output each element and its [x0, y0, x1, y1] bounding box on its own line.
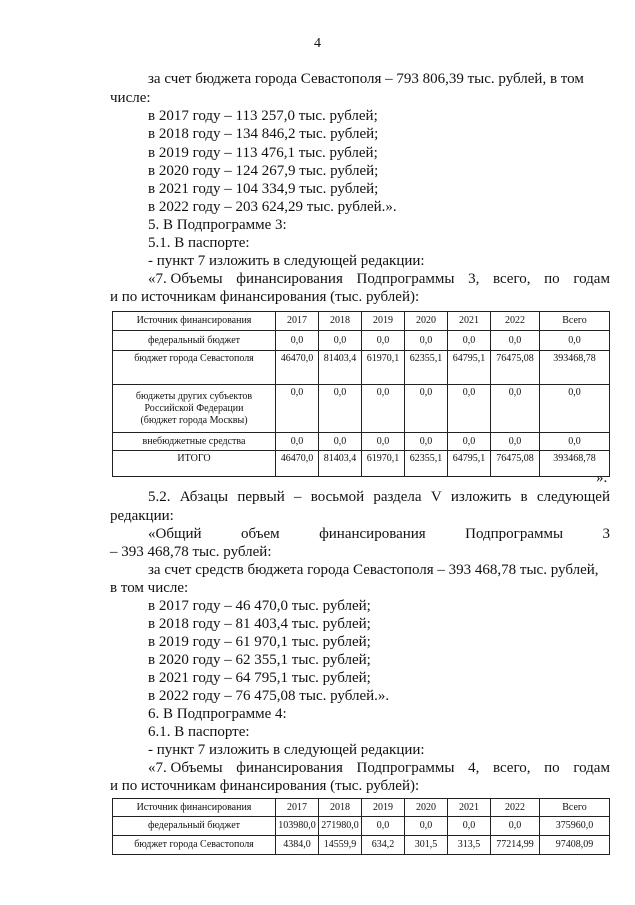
- value-cell: 0,0: [319, 331, 362, 351]
- value-cell: 0,0: [405, 331, 448, 351]
- item-instruction: - пункт 7 изложить в следующей редакции:: [148, 742, 425, 758]
- header-cell: 2022: [491, 312, 540, 331]
- header-cell: 2017: [276, 312, 319, 331]
- word: восьмой: [310, 489, 365, 505]
- word: годам: [573, 760, 610, 776]
- word: Абзацы: [179, 489, 229, 505]
- value-cell: 0,0: [491, 331, 540, 351]
- value-cell: 61970,1: [362, 451, 405, 477]
- year-line: в 2022 году – 76 475,08 тыс. рублей.».: [148, 688, 390, 704]
- header-cell: 2021: [448, 799, 491, 817]
- word: по: [544, 760, 560, 776]
- value-cell: 64795,1: [448, 451, 491, 477]
- word: первый: [237, 489, 285, 505]
- value-cell: 0,0: [405, 385, 448, 433]
- year-line: в 2020 году – 62 355,1 тыс. рублей;: [148, 652, 371, 668]
- value-cell: 634,2: [362, 836, 405, 855]
- source-cell: бюджет города Севастополя: [113, 836, 276, 855]
- value-cell: 271980,0: [319, 817, 362, 836]
- value-cell: 46470,0: [276, 451, 319, 477]
- value-cell: 313,5: [448, 836, 491, 855]
- budget-continuation: числе:: [110, 90, 151, 106]
- value-cell: 0,0: [448, 385, 491, 433]
- value-cell: 4384,0: [276, 836, 319, 855]
- item-instruction: - пункт 7 изложить в следующей редакции:: [148, 253, 425, 269]
- table-header-row: [113, 312, 610, 331]
- word: Подпрограммы: [465, 526, 564, 542]
- table-total-row: [113, 451, 610, 477]
- subprogram-heading: 5. В Подпрограмме 3:: [148, 217, 287, 233]
- value-cell: 62355,1: [405, 451, 448, 477]
- header-cell: 2018: [319, 799, 362, 817]
- source-cell: ИТОГО: [113, 451, 276, 477]
- source-line: (бюджет города Москвы): [140, 414, 248, 426]
- value-cell: 81403,4: [319, 451, 362, 477]
- word: 5.2.: [148, 489, 171, 505]
- para52-line5: за счет средств бюджета города Севастополя – 393 468,78 тыс. рублей,: [148, 562, 599, 578]
- value-cell: 301,5: [405, 836, 448, 855]
- item7-line: [148, 270, 610, 288]
- word: Подпрограммы: [356, 271, 455, 287]
- word: 3: [602, 526, 610, 542]
- year-line: в 2018 году – 134 846,2 тыс. рублей;: [148, 126, 379, 142]
- value-cell: 0,0: [491, 385, 540, 433]
- value-cell: 393468,78: [540, 351, 610, 385]
- year-line: в 2017 году – 113 257,0 тыс. рублей;: [148, 108, 378, 124]
- value-cell: 0,0: [405, 817, 448, 836]
- word: –: [293, 489, 302, 505]
- source-cell: бюджет города Севастополя: [113, 351, 276, 385]
- year-line: в 2019 году – 61 970,1 тыс. рублей;: [148, 634, 371, 650]
- passport-heading: 6.1. В паспорте:: [148, 724, 250, 740]
- header-cell: 2019: [362, 799, 405, 817]
- word: Подпрограммы: [356, 760, 455, 776]
- source-cell: [113, 385, 276, 433]
- para52-line1: [148, 488, 610, 506]
- value-cell: 0,0: [448, 433, 491, 451]
- budget-text: за счет бюджета города Севастополя – 793 806,39 тыс. рублей, в том: [148, 71, 584, 87]
- value-cell: 0,0: [319, 433, 362, 451]
- word: всего,: [492, 760, 531, 776]
- header-cell: Источник финансирования: [113, 799, 276, 817]
- value-cell: 0,0: [276, 433, 319, 451]
- header-cell: 2020: [405, 799, 448, 817]
- value-cell: 62355,1: [405, 351, 448, 385]
- value-cell: 81403,4: [319, 351, 362, 385]
- value-cell: 97408,09: [540, 836, 610, 855]
- value-cell: 0,0: [491, 433, 540, 451]
- year-line: в 2017 году – 46 470,0 тыс. рублей;: [148, 598, 371, 614]
- value-cell: 0,0: [362, 817, 405, 836]
- header-cell: 2018: [319, 312, 362, 331]
- header-cell: 2021: [448, 312, 491, 331]
- table-row: [113, 836, 610, 855]
- value-cell: 0,0: [491, 817, 540, 836]
- value-cell: 14559,9: [319, 836, 362, 855]
- value-cell: 0,0: [362, 331, 405, 351]
- word: «7. Объемы: [148, 271, 223, 287]
- item7-line: [148, 759, 610, 777]
- value-cell: 103980,0: [276, 817, 319, 836]
- value-cell: 0,0: [405, 433, 448, 451]
- header-cell: 2019: [362, 312, 405, 331]
- header-cell: Источник финансирования: [113, 312, 276, 331]
- table-row: [113, 385, 610, 433]
- para52-line4: – 393 468,78 тыс. рублей:: [110, 544, 272, 560]
- table-row: [113, 331, 610, 351]
- source-cell: внебюджетные средства: [113, 433, 276, 451]
- word: финансирования: [236, 271, 343, 287]
- value-cell: 76475,08: [491, 451, 540, 477]
- word: годам: [573, 271, 610, 287]
- word: «Общий: [148, 526, 202, 542]
- value-cell: 0,0: [540, 385, 610, 433]
- para52-line6: в том числе:: [110, 580, 189, 596]
- word: в: [520, 489, 528, 505]
- word: по: [544, 271, 560, 287]
- year-line: в 2018 году – 81 403,4 тыс. рублей;: [148, 616, 371, 632]
- value-cell: 64795,1: [448, 351, 491, 385]
- table-row: [113, 351, 610, 385]
- year-line: в 2021 году – 64 795,1 тыс. рублей;: [148, 670, 371, 686]
- financing-table-subprogram-3: [112, 311, 610, 477]
- word: раздела: [373, 489, 422, 505]
- value-cell: 0,0: [448, 817, 491, 836]
- value-cell: 0,0: [276, 385, 319, 433]
- word: объем: [240, 526, 280, 542]
- value-cell: 0,0: [362, 385, 405, 433]
- value-cell: 0,0: [540, 331, 610, 351]
- word: изложить: [450, 489, 512, 505]
- page-number: 4: [314, 36, 321, 51]
- word: финансирования: [236, 760, 343, 776]
- passport-heading: 5.1. В паспорте:: [148, 235, 250, 251]
- header-cell: 2020: [405, 312, 448, 331]
- value-cell: 61970,1: [362, 351, 405, 385]
- source-cell: федеральный бюджет: [113, 817, 276, 836]
- value-cell: 0,0: [362, 433, 405, 451]
- header-cell: Всего: [540, 312, 610, 331]
- value-cell: 0,0: [448, 331, 491, 351]
- word: 4,: [468, 760, 480, 776]
- budget-line: [148, 70, 610, 88]
- word: всего,: [492, 271, 531, 287]
- value-cell: 77214,99: [491, 836, 540, 855]
- word: 3,: [468, 271, 480, 287]
- source-line: бюджеты других субъектов: [135, 390, 253, 402]
- value-cell: 76475,08: [491, 351, 540, 385]
- subprogram-heading: 6. В Подпрограмме 4:: [148, 706, 287, 722]
- item7-line2: и по источникам финансирования (тыс. рублей):: [110, 289, 420, 305]
- value-cell: 46470,0: [276, 351, 319, 385]
- source-cell: федеральный бюджет: [113, 331, 276, 351]
- quote-close: ».: [596, 470, 608, 486]
- item7-line2: и по источникам финансирования (тыс. рублей):: [110, 778, 420, 794]
- value-cell: 375960,0: [540, 817, 610, 836]
- year-line: в 2019 году – 113 476,1 тыс. рублей;: [148, 145, 378, 161]
- year-line: в 2022 году – 203 624,29 тыс. рублей.».: [148, 199, 397, 215]
- header-cell: 2017: [276, 799, 319, 817]
- table-header-row: [113, 799, 610, 817]
- word: финансирования: [319, 526, 426, 542]
- year-line: в 2020 году – 124 267,9 тыс. рублей;: [148, 163, 379, 179]
- value-cell: 393468,78: [540, 451, 610, 477]
- financing-table-subprogram-4: [112, 798, 610, 855]
- para52-line2: редакции:: [110, 508, 174, 524]
- header-cell: 2022: [491, 799, 540, 817]
- value-cell: 0,0: [540, 433, 610, 451]
- word: «7. Объемы: [148, 760, 223, 776]
- value-cell: 0,0: [319, 385, 362, 433]
- para52-line3: [148, 525, 610, 543]
- table-row: [113, 817, 610, 836]
- word: следующей: [536, 489, 610, 505]
- header-cell: Всего: [540, 799, 610, 817]
- value-cell: 0,0: [276, 331, 319, 351]
- word: V: [430, 489, 442, 505]
- year-line: в 2021 году – 104 334,9 тыс. рублей;: [148, 181, 379, 197]
- source-line: Российской Федерации: [144, 402, 244, 414]
- table-row: [113, 433, 610, 451]
